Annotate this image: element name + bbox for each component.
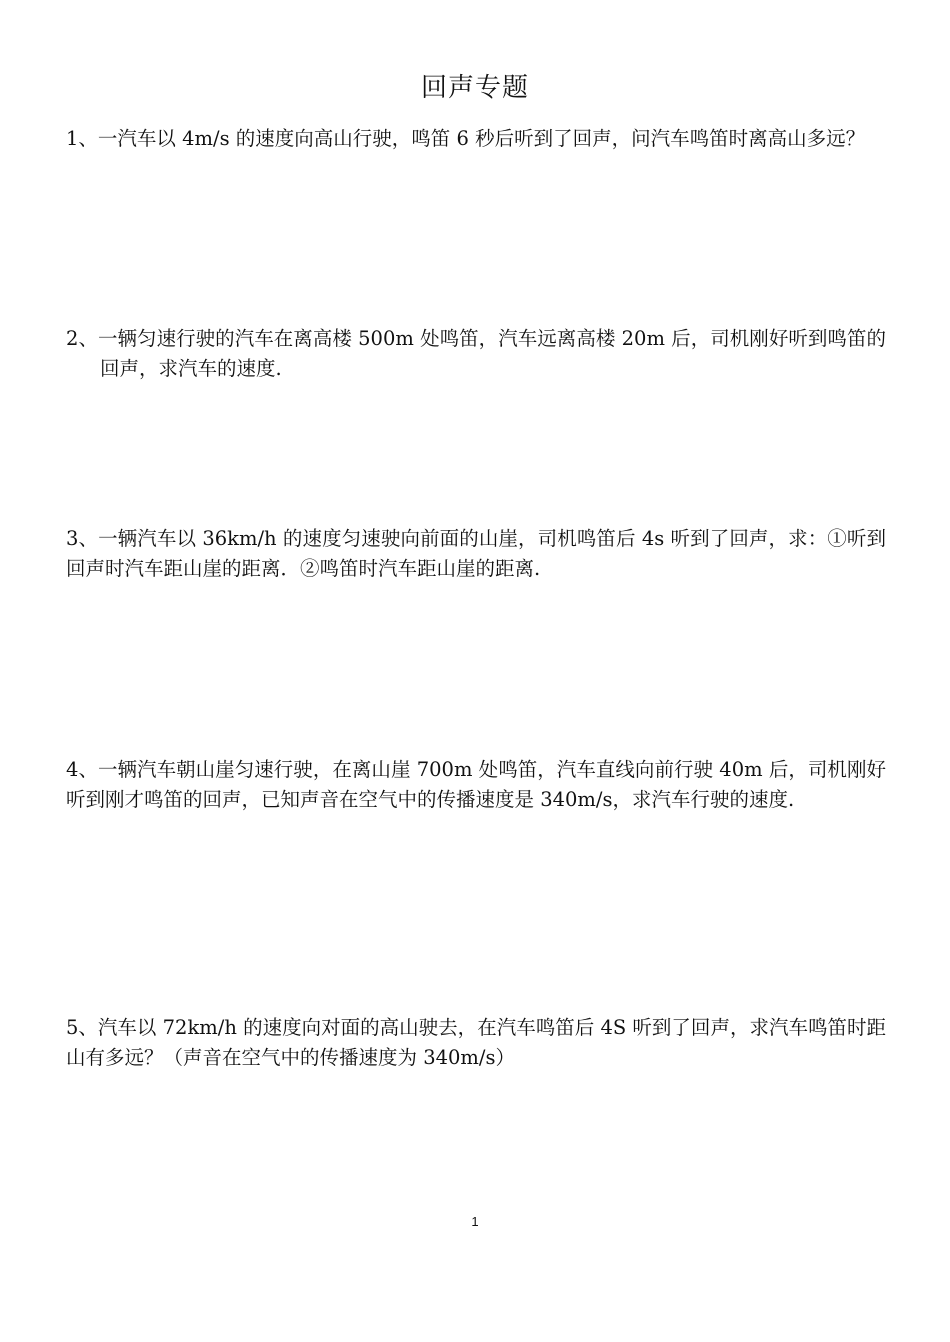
question-4: 4、一辆汽车朝山崖匀速行驶，在离山崖 700m 处鸣笛，汽车直线向前行驶 40m 后，司机刚好听到刚才鸣笛的回声，已知声音在空气中的传播速度是 340m/s，求汽车行驶的速度.: [66, 758, 886, 811]
page-number: 1: [471, 1214, 479, 1229]
question-1: 1、一汽车以 4m/s 的速度向高山行驶，鸣笛 6 秒后听到了回声，问汽车鸣笛时离高山多远？: [66, 127, 866, 150]
question-2: 2、一辆匀速行驶的汽车在离高楼 500m 处鸣笛，汽车远离高楼 20m 后，司机刚好听到鸣笛的回声，求汽车的速度.: [66, 327, 886, 380]
question-5: 5、汽车以 72km/h 的速度向对面的高山驶去，在汽车鸣笛后 4S 听到了回声，求汽车鸣笛时距山有多远？（声音在空气中的传播速度为 340m/s）: [66, 1016, 886, 1069]
question-3: 3、一辆汽车以 36km/h 的速度匀速驶向前面的山崖，司机鸣笛后 4s 听到了回声，求：①听到回声时汽车距山崖的距离．②鸣笛时汽车距山崖的距离.: [66, 527, 886, 580]
page-title: 回声专题: [420, 73, 529, 103]
